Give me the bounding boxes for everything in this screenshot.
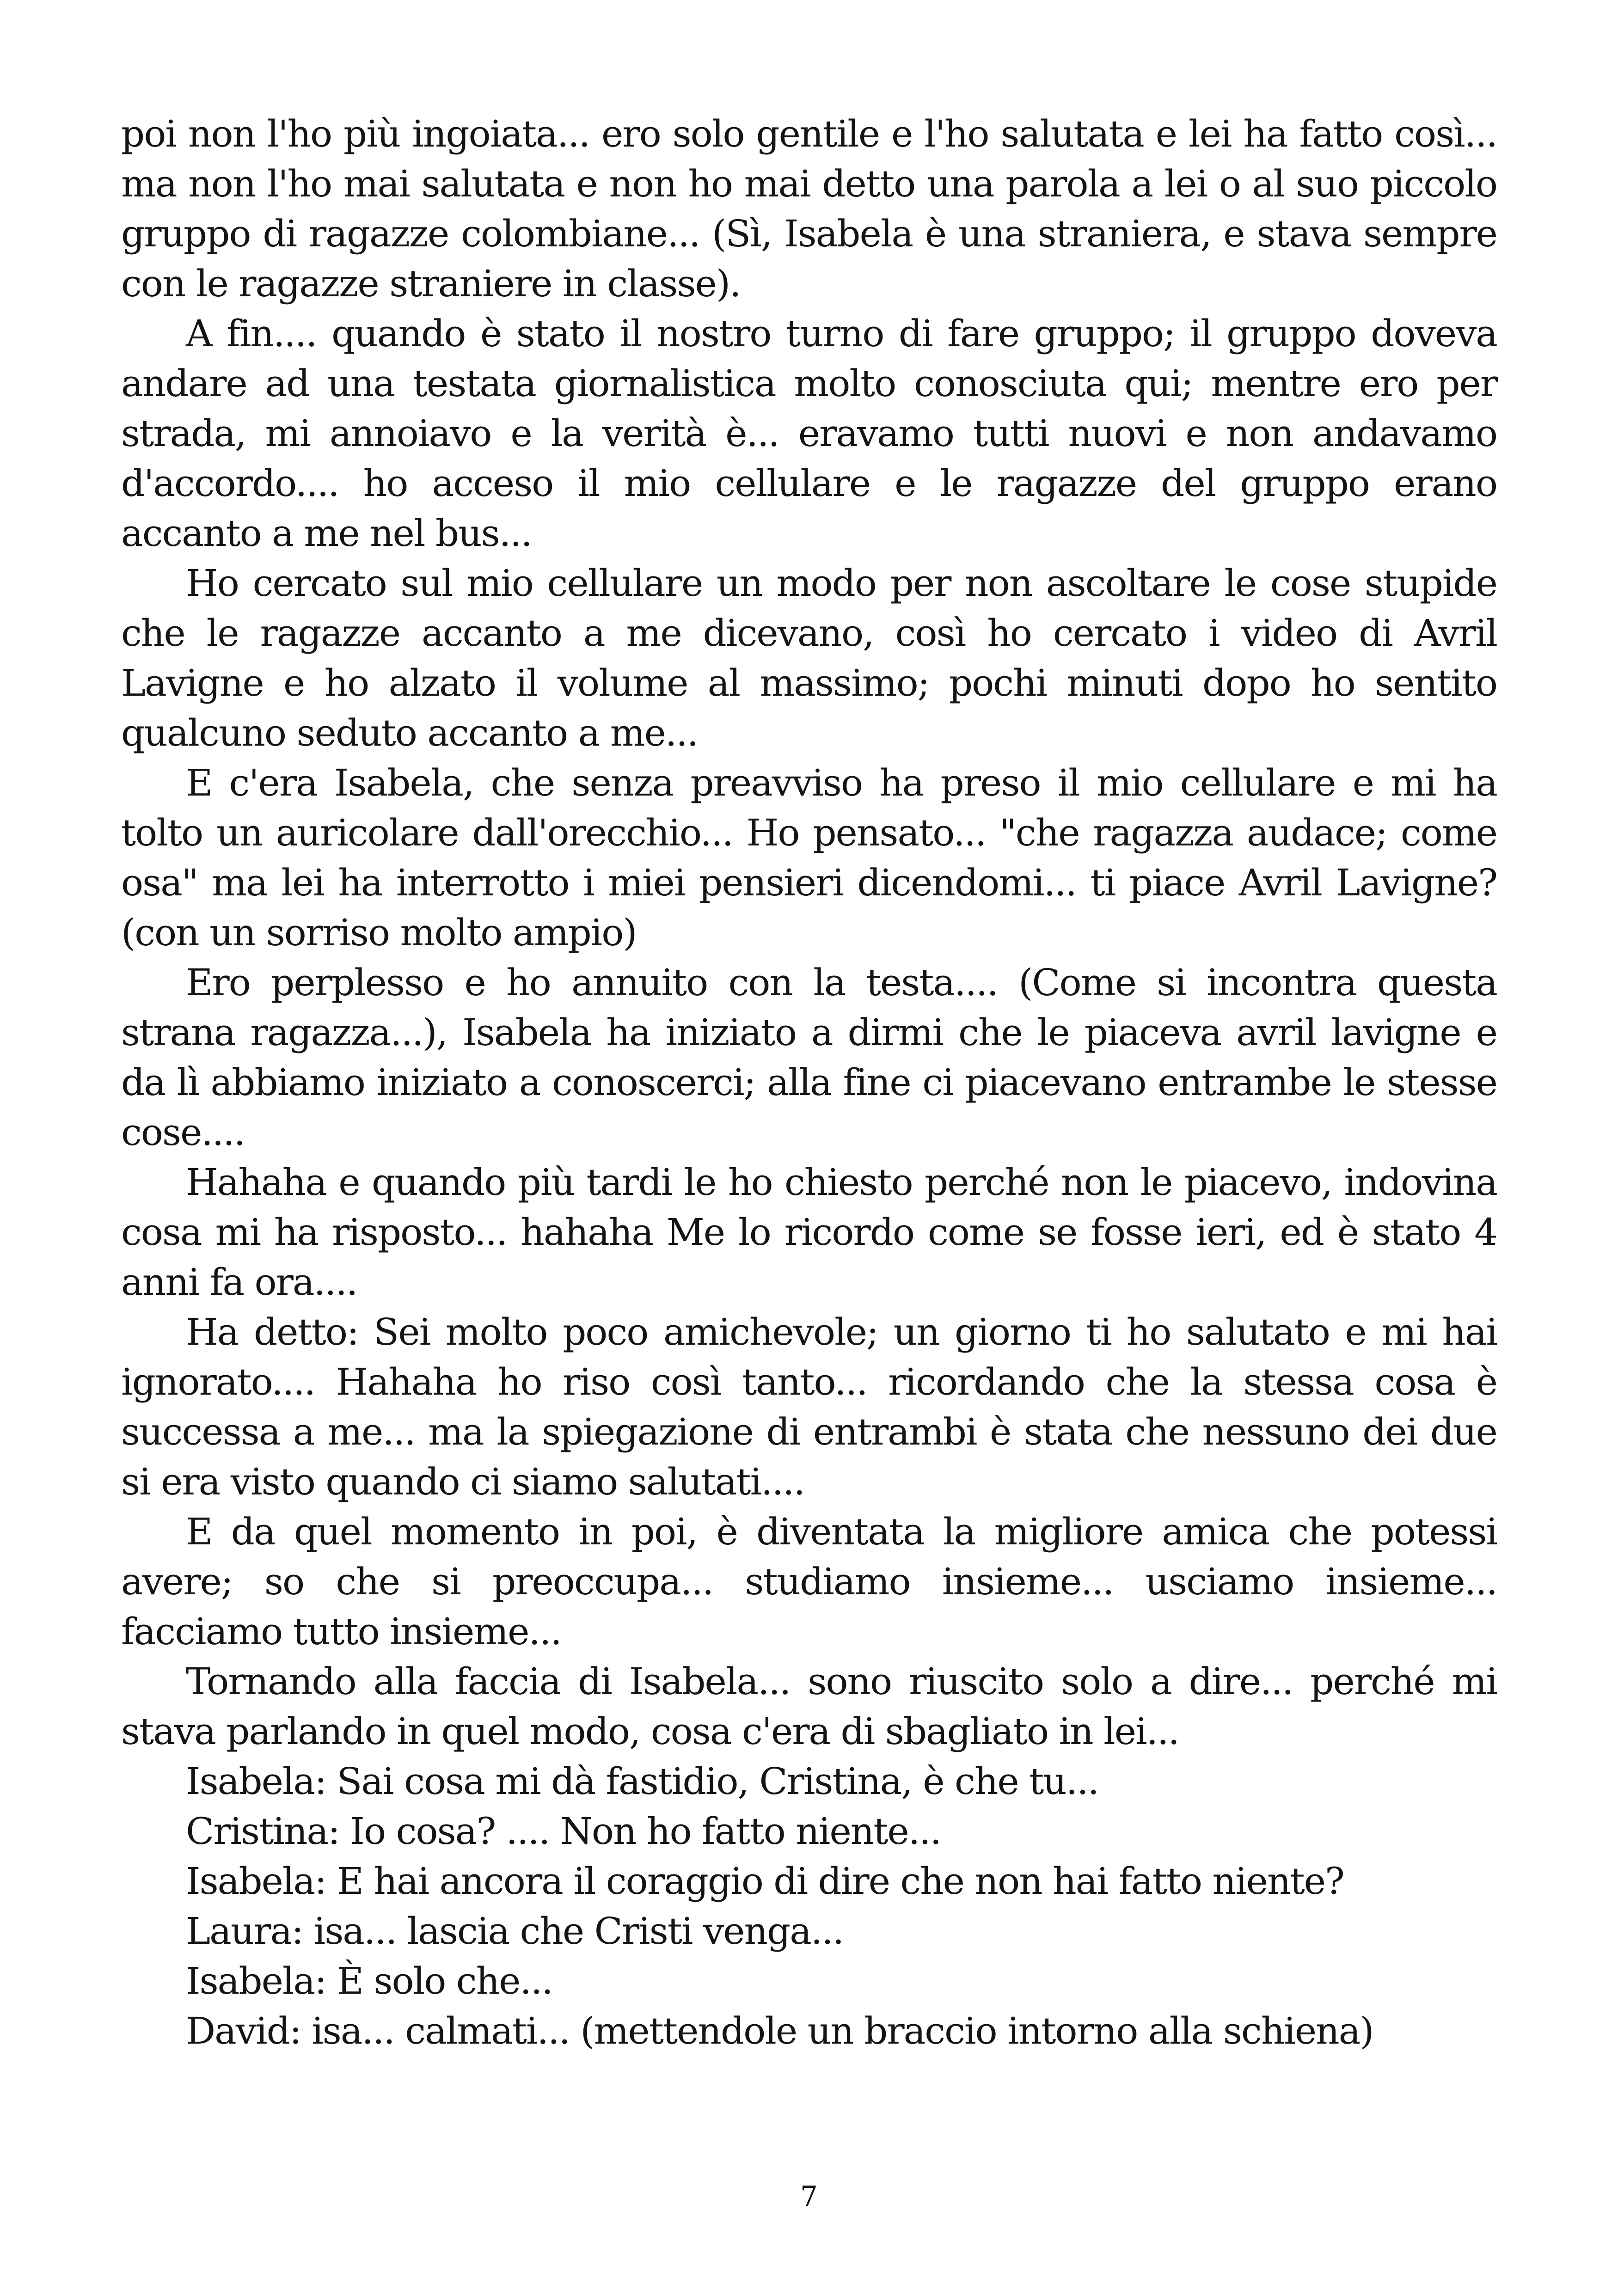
paragraph: E da quel momento in poi, è diventata la migliore amica che potessi avere; so che si preoccupa... studiamo insieme... usciamo insieme... facciamo tutto insieme...	[121, 1510, 1497, 1653]
dialogue-line: David: isa... calmati... (mettendole un braccio intorno alla schiena)	[186, 2009, 1373, 2052]
paragraph: Hahaha e quando più tardi le ho chiesto perché non le piacevo, indovina cosa mi ha risposto... hahaha Me lo ricordo come se fosse ieri, ed è stato 4 anni fa ora....	[121, 1161, 1497, 1304]
dialogue-line: Isabela: E hai ancora il coraggio di dire che non hai fatto niente?	[186, 1860, 1344, 1903]
dialogue-line: Isabela: È solo che...	[186, 1959, 552, 2002]
paragraph: Ha detto: Sei molto poco amichevole; un giorno ti ho salutato e mi hai ignorato.... Hahaha ho riso così tanto... ricordando che la stessa cosa è successa a me... ma la spiegazione di entrambi è stata che nessuno dei due si era visto quando ci siamo salutati....	[121, 1310, 1497, 1503]
paragraph: Ero perplesso e ho annuito con la testa.... (Come si incontra questa strana ragazza...), Isabela ha iniziato a dirmi che le piaceva avril lavigne e da lì abbiamo iniziato a conoscerci; alla fine ci piacevano entrambe le stesse cose....	[121, 961, 1497, 1154]
dialogue-line: Laura: isa... lascia che Cristi venga...	[186, 1910, 844, 1953]
dialogue-line: Isabela: Sai cosa mi dà fastidio, Cristina, è che tu...	[186, 1760, 1099, 1803]
paragraph: Tornando alla faccia di Isabela... sono riuscito solo a dire... perché mi stava parlando in quel modo, cosa c'era di sbagliato in lei...	[121, 1660, 1497, 1753]
paragraph: A fin.... quando è stato il nostro turno di fare gruppo; il gruppo doveva andare ad una testata giornalistica molto conosciuta qui; mentre ero per strada, mi annoiavo e la verità è... eravamo tutti nuovi e non andavamo d'accordo.... ho acceso il mio cellulare e le ragazze del gruppo erano accanto a me nel bus...	[121, 312, 1497, 555]
body-text	[121, 109, 1497, 2056]
page-number: 7	[800, 2180, 818, 2213]
dialogue-line: Cristina: Io cosa? .... Non ho fatto niente...	[186, 1810, 941, 1853]
paragraph: E c'era Isabela, che senza preavviso ha preso il mio cellulare e mi ha tolto un auricolare dall'orecchio... Ho pensato... "che ragazza audace; come osa" ma lei ha interrotto i miei pensieri dicendomi... ti piace Avril Lavigne? (con un sorriso molto ampio)	[121, 761, 1497, 954]
paragraph-continuation: poi non l'ho più ingoiata... ero solo gentile e l'ho salutata e lei ha fatto così... ma non l'ho mai salutata e non ho mai detto una parola a lei o al suo piccolo gruppo di ragazze colombiane... (Sì, Isabela è una straniera, e stava sempre con le ragazze straniere in classe).	[121, 112, 1497, 305]
paragraph: Ho cercato sul mio cellulare un modo per non ascoltare le cose stupide che le ragazze accanto a me dicevano, così ho cercato i video di Avril Lavigne e ho alzato il volume al massimo; pochi minuti dopo ho sentito qualcuno seduto accanto a me...	[121, 562, 1497, 754]
